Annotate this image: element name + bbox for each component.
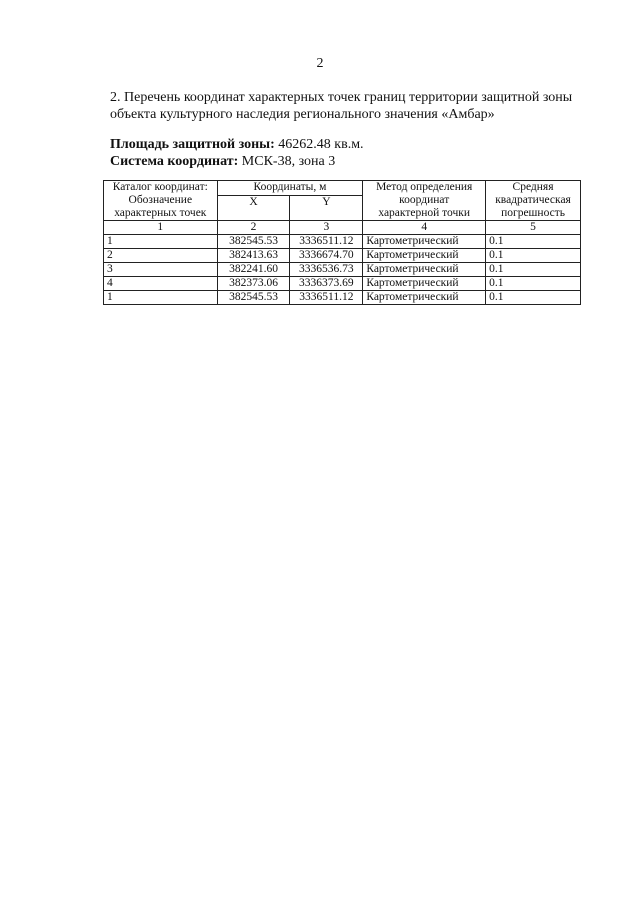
coordinate-system-info	[110, 153, 335, 170]
error-cell: 0.1	[486, 249, 581, 263]
column-number: 5	[486, 221, 581, 235]
system-label: Система координат:	[110, 154, 239, 169]
method-header	[363, 181, 486, 221]
header-text: характерных точек	[114, 207, 207, 219]
y-cell: 3336674.70	[290, 249, 363, 263]
x-cell: 382545.53	[217, 291, 290, 305]
coordinates-table	[103, 180, 581, 305]
column-number: 3	[290, 221, 363, 235]
header-text: координат	[399, 194, 450, 206]
column-number: 1	[104, 221, 218, 235]
x-header: X	[217, 196, 290, 221]
point-cell: 1	[104, 291, 218, 305]
table-row	[104, 249, 581, 263]
page-number: 2	[316, 56, 324, 71]
y-cell: 3336511.12	[290, 235, 363, 249]
area-value: 46262.48 кв.м.	[274, 137, 364, 152]
error-cell: 0.1	[486, 235, 581, 249]
area-info	[110, 136, 364, 153]
error-cell: 0.1	[486, 277, 581, 291]
error-header	[486, 181, 581, 221]
method-cell: Картометрический	[363, 249, 486, 263]
point-cell: 4	[104, 277, 218, 291]
header-text: Метод определения	[376, 181, 473, 193]
method-cell: Картометрический	[363, 263, 486, 277]
coordinates-header: Координаты, м	[217, 181, 363, 196]
x-cell: 382545.53	[217, 235, 290, 249]
point-cell: 1	[104, 235, 218, 249]
header-text: погрешность	[501, 207, 565, 219]
point-cell: 2	[104, 249, 218, 263]
table-row	[104, 277, 581, 291]
header-text: квадратическая	[495, 194, 571, 206]
x-cell: 382373.06	[217, 277, 290, 291]
header-text: характерной точки	[378, 207, 471, 219]
system-value: МСК-38, зона 3	[238, 154, 336, 169]
table-row	[104, 291, 581, 305]
y-cell: 3336373.69	[290, 277, 363, 291]
column-number: 4	[363, 221, 486, 235]
x-cell: 382413.63	[217, 249, 290, 263]
table-row	[104, 235, 581, 249]
error-cell: 0.1	[486, 291, 581, 305]
method-cell: Картометрический	[363, 277, 486, 291]
header-text: Каталог координат:	[112, 181, 208, 193]
method-cell: Картометрический	[363, 235, 486, 249]
heading-line-2: объекта культурного наследия регионального значения «Амбар»	[110, 107, 495, 122]
point-cell: 3	[104, 263, 218, 277]
document-heading	[110, 89, 590, 123]
column-number-row	[104, 221, 581, 235]
table-row	[104, 263, 581, 277]
column-number: 2	[217, 221, 290, 235]
y-cell: 3336536.73	[290, 263, 363, 277]
point-designation-header	[104, 181, 218, 221]
table-header-row	[104, 181, 581, 196]
header-text: Обозначение	[128, 194, 193, 206]
header-text: Средняя	[512, 181, 554, 193]
x-cell: 382241.60	[217, 263, 290, 277]
area-label: Площадь защитной зоны:	[110, 137, 275, 152]
heading-line-1: 2. Перечень координат характерных точек границ территории защитной зоны	[110, 90, 573, 105]
y-header: Y	[290, 196, 363, 221]
error-cell: 0.1	[486, 263, 581, 277]
method-cell: Картометрический	[363, 291, 486, 305]
y-cell: 3336511.12	[290, 291, 363, 305]
